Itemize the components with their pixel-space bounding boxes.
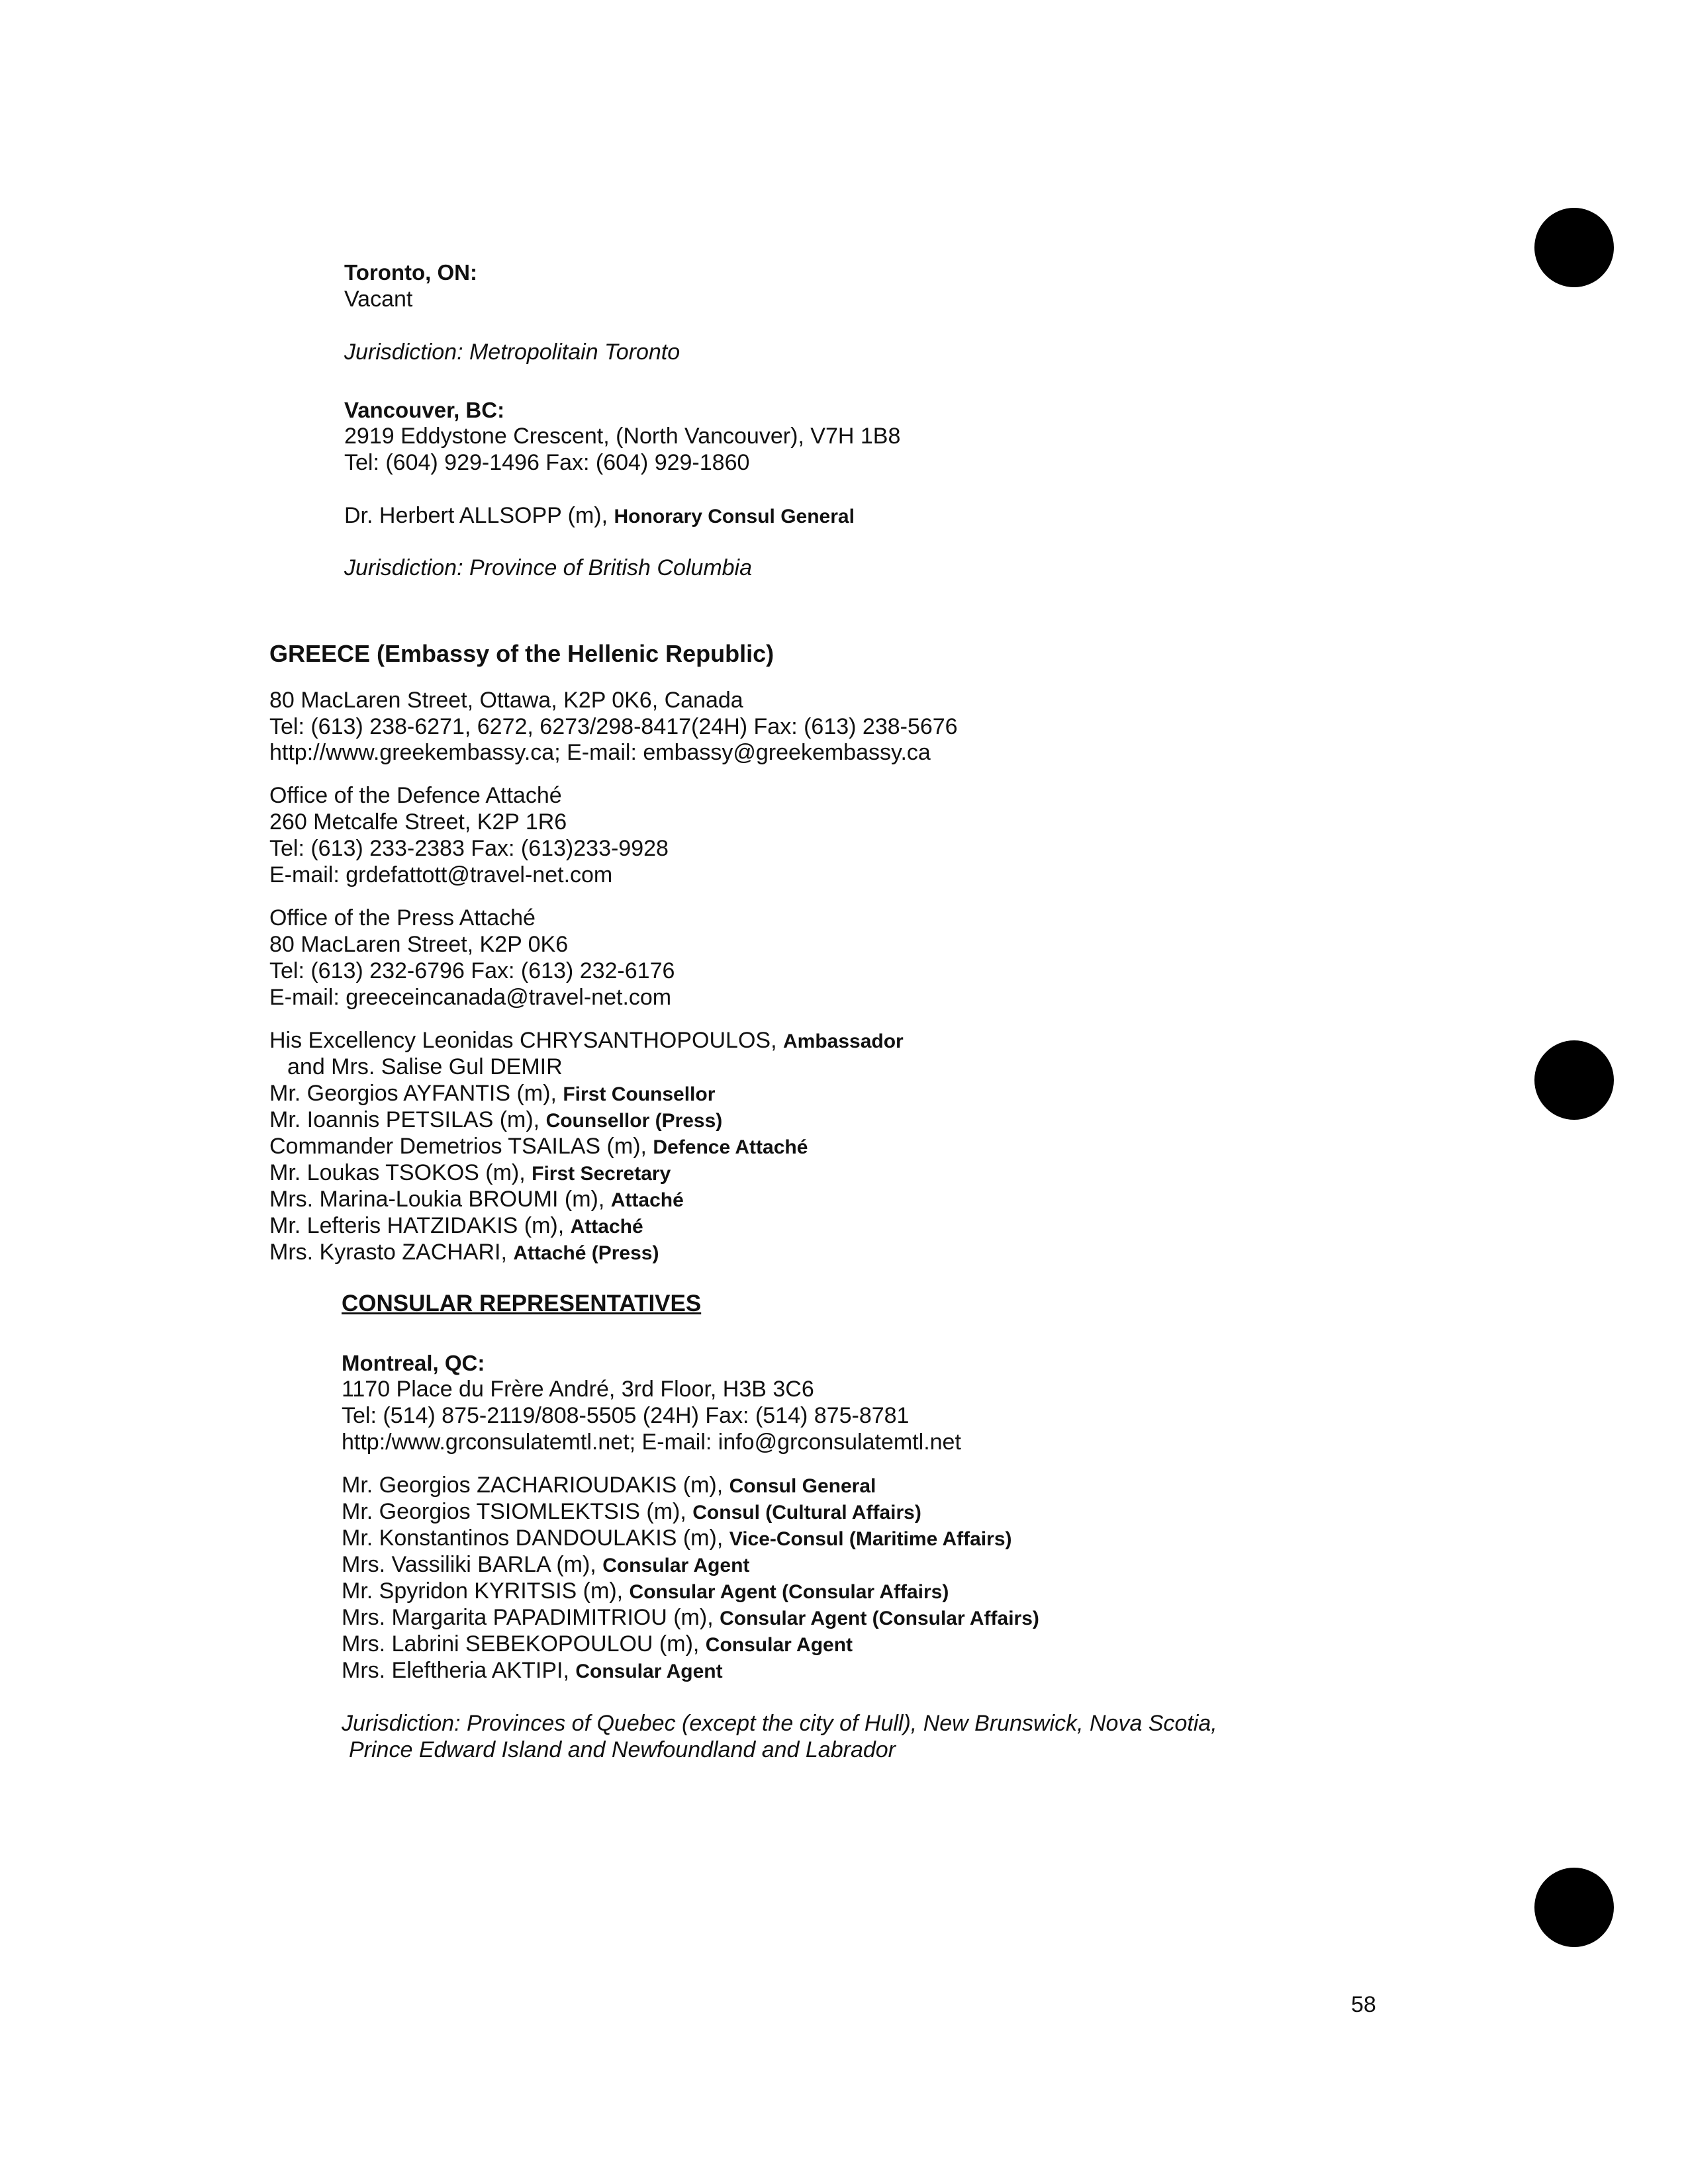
official-title: Consul General <box>729 1475 876 1497</box>
consular-official <box>342 1657 723 1685</box>
staff-title: Counsellor (Press) <box>545 1110 723 1132</box>
montreal-heading: Montreal, QC: <box>342 1351 485 1375</box>
binder-hole-bottom <box>1534 1868 1614 1947</box>
staff-name: Mr. Loukas TSOKOS (m), <box>269 1160 532 1185</box>
staff-line <box>269 1080 715 1108</box>
page-number: 58 <box>1351 1992 1376 2017</box>
defence-office-title: Office of the Defence Attaché <box>269 783 562 808</box>
consular-official <box>342 1472 876 1500</box>
vancouver-tel-fax: Tel: (604) 929-1496 Fax: (604) 929-1860 <box>344 450 750 475</box>
press-office-tel-fax: Tel: (613) 232-6796 Fax: (613) 232-6176 <box>269 958 675 983</box>
greece-tel-fax: Tel: (613) 238-6271, 6272, 6273/298-8417(24H) Fax: (613) 238-5676 <box>269 714 958 739</box>
staff-title: Attaché (Press) <box>513 1242 659 1264</box>
official-name: Mrs. Margarita PAPADIMITRIOU (m), <box>342 1605 720 1630</box>
official-name: Mrs. Eleftheria AKTIPI, <box>342 1658 576 1683</box>
consular-official <box>342 1578 949 1606</box>
staff-name: Mr. Georgios AYFANTIS (m), <box>269 1081 563 1106</box>
official-name: Mr. Spyridon KYRITSIS (m), <box>342 1578 630 1604</box>
staff-line <box>269 1160 671 1187</box>
staff-title: First Counsellor <box>563 1083 716 1105</box>
montreal-jurisdiction-line1: Jurisdiction: Provinces of Quebec (except the city of Hull), New Brunswick, Nova Scotia, <box>342 1711 1217 1736</box>
staff-title: Attaché <box>610 1189 684 1211</box>
vancouver-heading: Vancouver, BC: <box>344 398 505 422</box>
vancouver-address: 2919 Eddystone Crescent, (North Vancouver), V7H 1B8 <box>344 424 901 449</box>
staff-name: Mrs. Marina-Loukia BROUMI (m), <box>269 1187 611 1212</box>
greece-heading: GREECE (Embassy of the Hellenic Republic) <box>269 640 774 667</box>
press-office-address: 80 MacLaren Street, K2P 0K6 <box>269 932 569 957</box>
consular-official <box>342 1631 853 1659</box>
toronto-jurisdiction: Jurisdiction: Metropolitain Toronto <box>344 340 680 365</box>
staff-name: Mr. Lefteris HATZIDAKIS (m), <box>269 1213 571 1238</box>
official-name: Mrs. Labrini SEBEKOPOULOU (m), <box>342 1631 706 1657</box>
ambassador-spouse: and Mrs. Salise Gul DEMIR <box>287 1054 563 1079</box>
consular-official <box>342 1498 921 1526</box>
consular-heading: CONSULAR REPRESENTATIVES <box>342 1291 702 1316</box>
official-title: Vice-Consul (Maritime Affairs) <box>729 1528 1012 1550</box>
official-name: Mr. Georgios TSIOMLEKTSIS (m), <box>342 1499 693 1524</box>
official-name: Mr. Konstantinos DANDOULAKIS (m), <box>342 1525 729 1551</box>
ambassador-title: Ambassador <box>782 1030 904 1052</box>
consular-official <box>342 1551 749 1579</box>
ambassador-line <box>269 1027 904 1055</box>
binder-hole-middle <box>1534 1040 1614 1120</box>
official-title: Consul (Cultural Affairs) <box>692 1502 921 1524</box>
greece-web-email: http://www.greekembassy.ca; E-mail: embassy@greekembassy.ca <box>269 740 931 765</box>
greece-address: 80 MacLaren Street, Ottawa, K2P 0K6, Canada <box>269 688 743 713</box>
toronto-status: Vacant <box>344 287 413 312</box>
staff-line <box>269 1133 808 1161</box>
montreal-jurisdiction-line2: Prince Edward Island and Newfoundland and Labrador <box>349 1737 896 1762</box>
staff-title: Attaché <box>570 1216 643 1238</box>
official-title: Honorary Consul General <box>614 506 855 527</box>
defence-office-tel-fax: Tel: (613) 233-2383 Fax: (613)233-9928 <box>269 836 669 861</box>
staff-name: Mr. Ioannis PETSILAS (m), <box>269 1107 546 1132</box>
official-name: Dr. Herbert ALLSOPP (m), <box>344 503 614 528</box>
staff-line <box>269 1107 722 1134</box>
staff-line <box>269 1186 684 1214</box>
official-name: Mrs. Vassiliki BARLA (m), <box>342 1552 603 1577</box>
press-office-title: Office of the Press Attaché <box>269 905 536 931</box>
ambassador-name: His Excellency Leonidas CHRYSANTHOPOULOS, <box>269 1028 783 1053</box>
staff-line <box>269 1239 659 1267</box>
staff-title: Defence Attaché <box>653 1136 808 1158</box>
toronto-heading: Toronto, ON: <box>344 260 477 285</box>
staff-title: First Secretary <box>532 1163 671 1185</box>
official-title: Consular Agent <box>602 1555 750 1576</box>
vancouver-jurisdiction: Jurisdiction: Province of British Columbia <box>344 555 753 580</box>
staff-line <box>269 1212 643 1240</box>
montreal-tel-fax: Tel: (514) 875-2119/808-5505 (24H) Fax: (514) 875-8781 <box>342 1403 910 1428</box>
binder-hole-top <box>1534 208 1614 287</box>
defence-office-address: 260 Metcalfe Street, K2P 1R6 <box>269 809 567 835</box>
press-office-email: E-mail: greeceincanada@travel-net.com <box>269 985 672 1010</box>
consular-official <box>342 1525 1012 1553</box>
montreal-address: 1170 Place du Frère André, 3rd Floor, H3B 3C6 <box>342 1377 814 1402</box>
official-title: Consular Agent (Consular Affairs) <box>720 1608 1039 1629</box>
staff-name: Mrs. Kyrasto ZACHARI, <box>269 1240 514 1265</box>
staff-name: Commander Demetrios TSAILAS (m), <box>269 1134 653 1159</box>
official-name: Mr. Georgios ZACHARIOUDAKIS (m), <box>342 1473 729 1498</box>
vancouver-official <box>344 502 855 530</box>
defence-office-email: E-mail: grdefattott@travel-net.com <box>269 862 613 887</box>
official-title: Consular Agent (Consular Affairs) <box>629 1581 949 1603</box>
consular-official <box>342 1604 1039 1632</box>
official-title: Consular Agent <box>575 1661 723 1682</box>
montreal-web-email: http:/www.grconsulatemtl.net; E-mail: info@grconsulatemtl.net <box>342 1430 961 1455</box>
official-title: Consular Agent <box>705 1634 853 1656</box>
